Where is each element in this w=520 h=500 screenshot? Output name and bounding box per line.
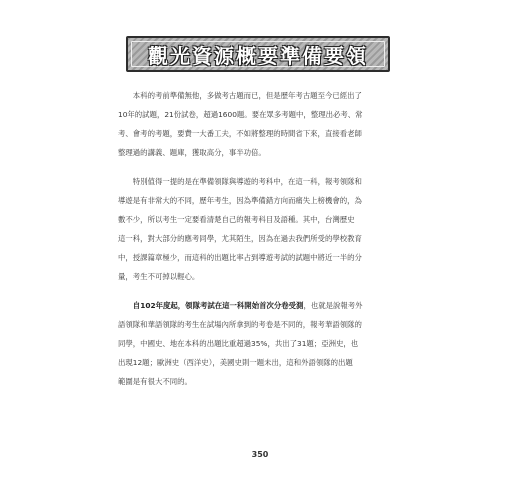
paragraph-1-line-3: 考、會考的考題，要費一大番工夫，不如將整理的時間省下來，直接看老師: [118, 129, 362, 138]
page-number: 350: [251, 450, 269, 459]
paragraph-2-line-3: 數不少，所以考生一定要看清楚自己的報考科目及語種。其中，台灣歷史: [118, 215, 355, 224]
paragraph-3-line-5: 範圍是有很大不同的。: [118, 377, 192, 386]
paragraph-1-line-4: 整理過的講義、題庫，獲取高分，事半功倍。: [118, 148, 266, 157]
paragraph-2-line-6: 量，考生不可掉以輕心。: [118, 272, 200, 281]
paragraph-2: [118, 172, 404, 286]
paragraph-2-line-1: 特別值得一提的是在準備領隊與導遊的考科中，在這一科，報考領隊和: [132, 177, 362, 186]
paragraph-2-line-4: 這一科，對大部分的應考同學，尤其陌生，因為在過去我們所受的學校教育: [118, 234, 362, 243]
page-title: 觀光資源概要準備要領: [148, 43, 368, 68]
paragraph-1-line-2: 10年的試題，21份試卷，超過1600題。要在眾多考題中，整理出必考、常: [118, 110, 363, 119]
paragraph-3-line-2: 語領隊和華語領隊的考生在試場內所拿到的考卷是不同的，報考華語領隊的: [118, 320, 362, 329]
paragraph-3: [118, 296, 404, 391]
paragraph-3-line-3: 同學，中國史、地在本科的出題比重超過35%，共出了31題；亞洲史，也: [118, 339, 359, 348]
paragraph-2-line-5: 中，授課篇章極少，而這科的出題比率占到導遊考試的試題中將近一半的分: [118, 253, 362, 262]
body-text: [118, 86, 404, 401]
paragraph-3-line-1-rest: ，也就是說報考外: [303, 301, 363, 310]
paragraph-3-line-1: [118, 296, 404, 315]
paragraph-1-line-1: 本科的考前準備無他，多做考古題而已，但是歷年考古題至今已經出了: [132, 91, 362, 100]
title-banner: [126, 36, 390, 72]
paragraph-3-line-4: 出現12題；歐洲史（西洋史），美國史則一題未出，這和外語領隊的出題: [118, 358, 353, 367]
paragraph-1: [118, 86, 404, 162]
paragraph-3-bold-lead: 自102年度起，領隊考試在這一科開始首次分卷受測: [132, 301, 304, 310]
paragraph-2-line-2: 導遊是有非常大的不同，歷年考生，因為準備錯方向而痛失上榜機會的，為: [118, 196, 362, 205]
